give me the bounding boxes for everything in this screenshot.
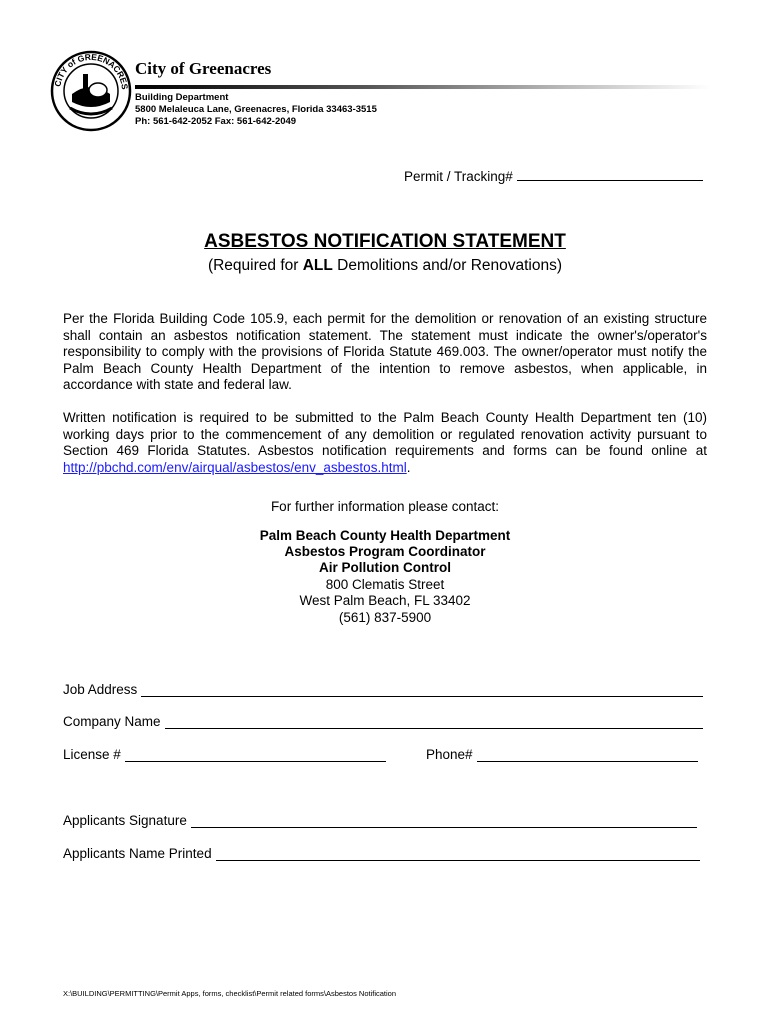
license-label: License # [63,747,121,762]
applicant-signature-field [63,813,707,828]
city-name: City of Greenacres [135,59,272,78]
department-name: Building Department [135,92,229,103]
job-address-label: Job Address [63,682,138,697]
applicant-signature-label: Applicants Signature [63,813,187,828]
permit-tracking-label: Permit / Tracking# [404,169,513,184]
job-address-line[interactable] [141,684,703,697]
contact-intro: For further information please contact: [270,499,500,514]
file-path-footer: X:\BUILDING\PERMITTING\Permit Apps, forms, checklist\Permit related forms\Asbestos Notification [63,989,397,998]
applicant-name-field [63,846,707,861]
contact-unit: Air Pollution Control [319,560,451,575]
job-address-field [63,682,707,697]
phone-label: Phone# [426,747,473,762]
paragraph-notification-text: Written notification is required to be submitted to the Palm Beach County Health Department ten (10) working days prior to the commencement of any demolition or regulated renovation activity pursuant to Section 469 Florida Statutes. Asbestos notification requirements and forms can be found online at [63,410,707,458]
subtitle-pre: (Required for [207,257,303,274]
company-name-label: Company Name [63,714,161,729]
license-line[interactable] [125,749,386,762]
city-seal-logo [50,50,132,132]
applicant-signature-line[interactable] [191,815,697,828]
page-subtitle [0,257,770,275]
applicant-name-line[interactable] [216,848,700,861]
contact-phone: (561) 837-5900 [338,610,432,625]
contact-city: West Palm Beach, FL 33402 [299,593,471,608]
company-name-line[interactable] [165,716,703,729]
seal-text: CITY of GREENACRES [52,51,131,91]
phone-line[interactable] [477,749,698,762]
company-name-field [63,714,707,729]
applicant-name-label: Applicants Name Printed [63,846,212,861]
title-text: ASBESTOS NOTIFICATION STATEMENT [204,231,566,252]
contact-street: 800 Clematis Street [325,577,445,592]
paragraph-written-notification [63,410,707,476]
asbestos-info-link[interactable]: http://pbchd.com/env/airqual/asbestos/env_asbestos.html [63,459,407,475]
paragraph-end: . [406,459,411,475]
department-phone-fax: Ph: 561-642-2052 Fax: 561-642-2049 [135,116,297,127]
license-field [63,747,393,762]
subtitle-post: Demolitions and/or Renovations) [332,257,563,274]
contact-role: Asbestos Program Coordinator [284,544,486,559]
subtitle-emphasis: ALL [302,257,333,274]
header-rule [135,85,710,89]
permit-tracking-field [404,168,703,184]
contact-org: Palm Beach County Health Department [259,528,511,543]
seal-icon [50,50,132,132]
permit-tracking-blank[interactable] [517,168,703,181]
department-address: 5800 Melaleuca Lane, Greenacres, Florida 33463-3515 [135,104,377,115]
phone-field [426,747,706,762]
paragraph-building-code: Per the Florida Building Code 105.9, each permit for the demolition or renovation of an existing structure shall contain an asbestos notification statement. The statement must indicate the owner's/operator's responsibility to comply with the provisions of Florida Statute 469.003. The owner/operator must notify the Palm Beach County Health Department of the intention to remove asbestos, when applicable, in accordance with state and federal law. [63,311,707,392]
page-title [0,231,770,253]
